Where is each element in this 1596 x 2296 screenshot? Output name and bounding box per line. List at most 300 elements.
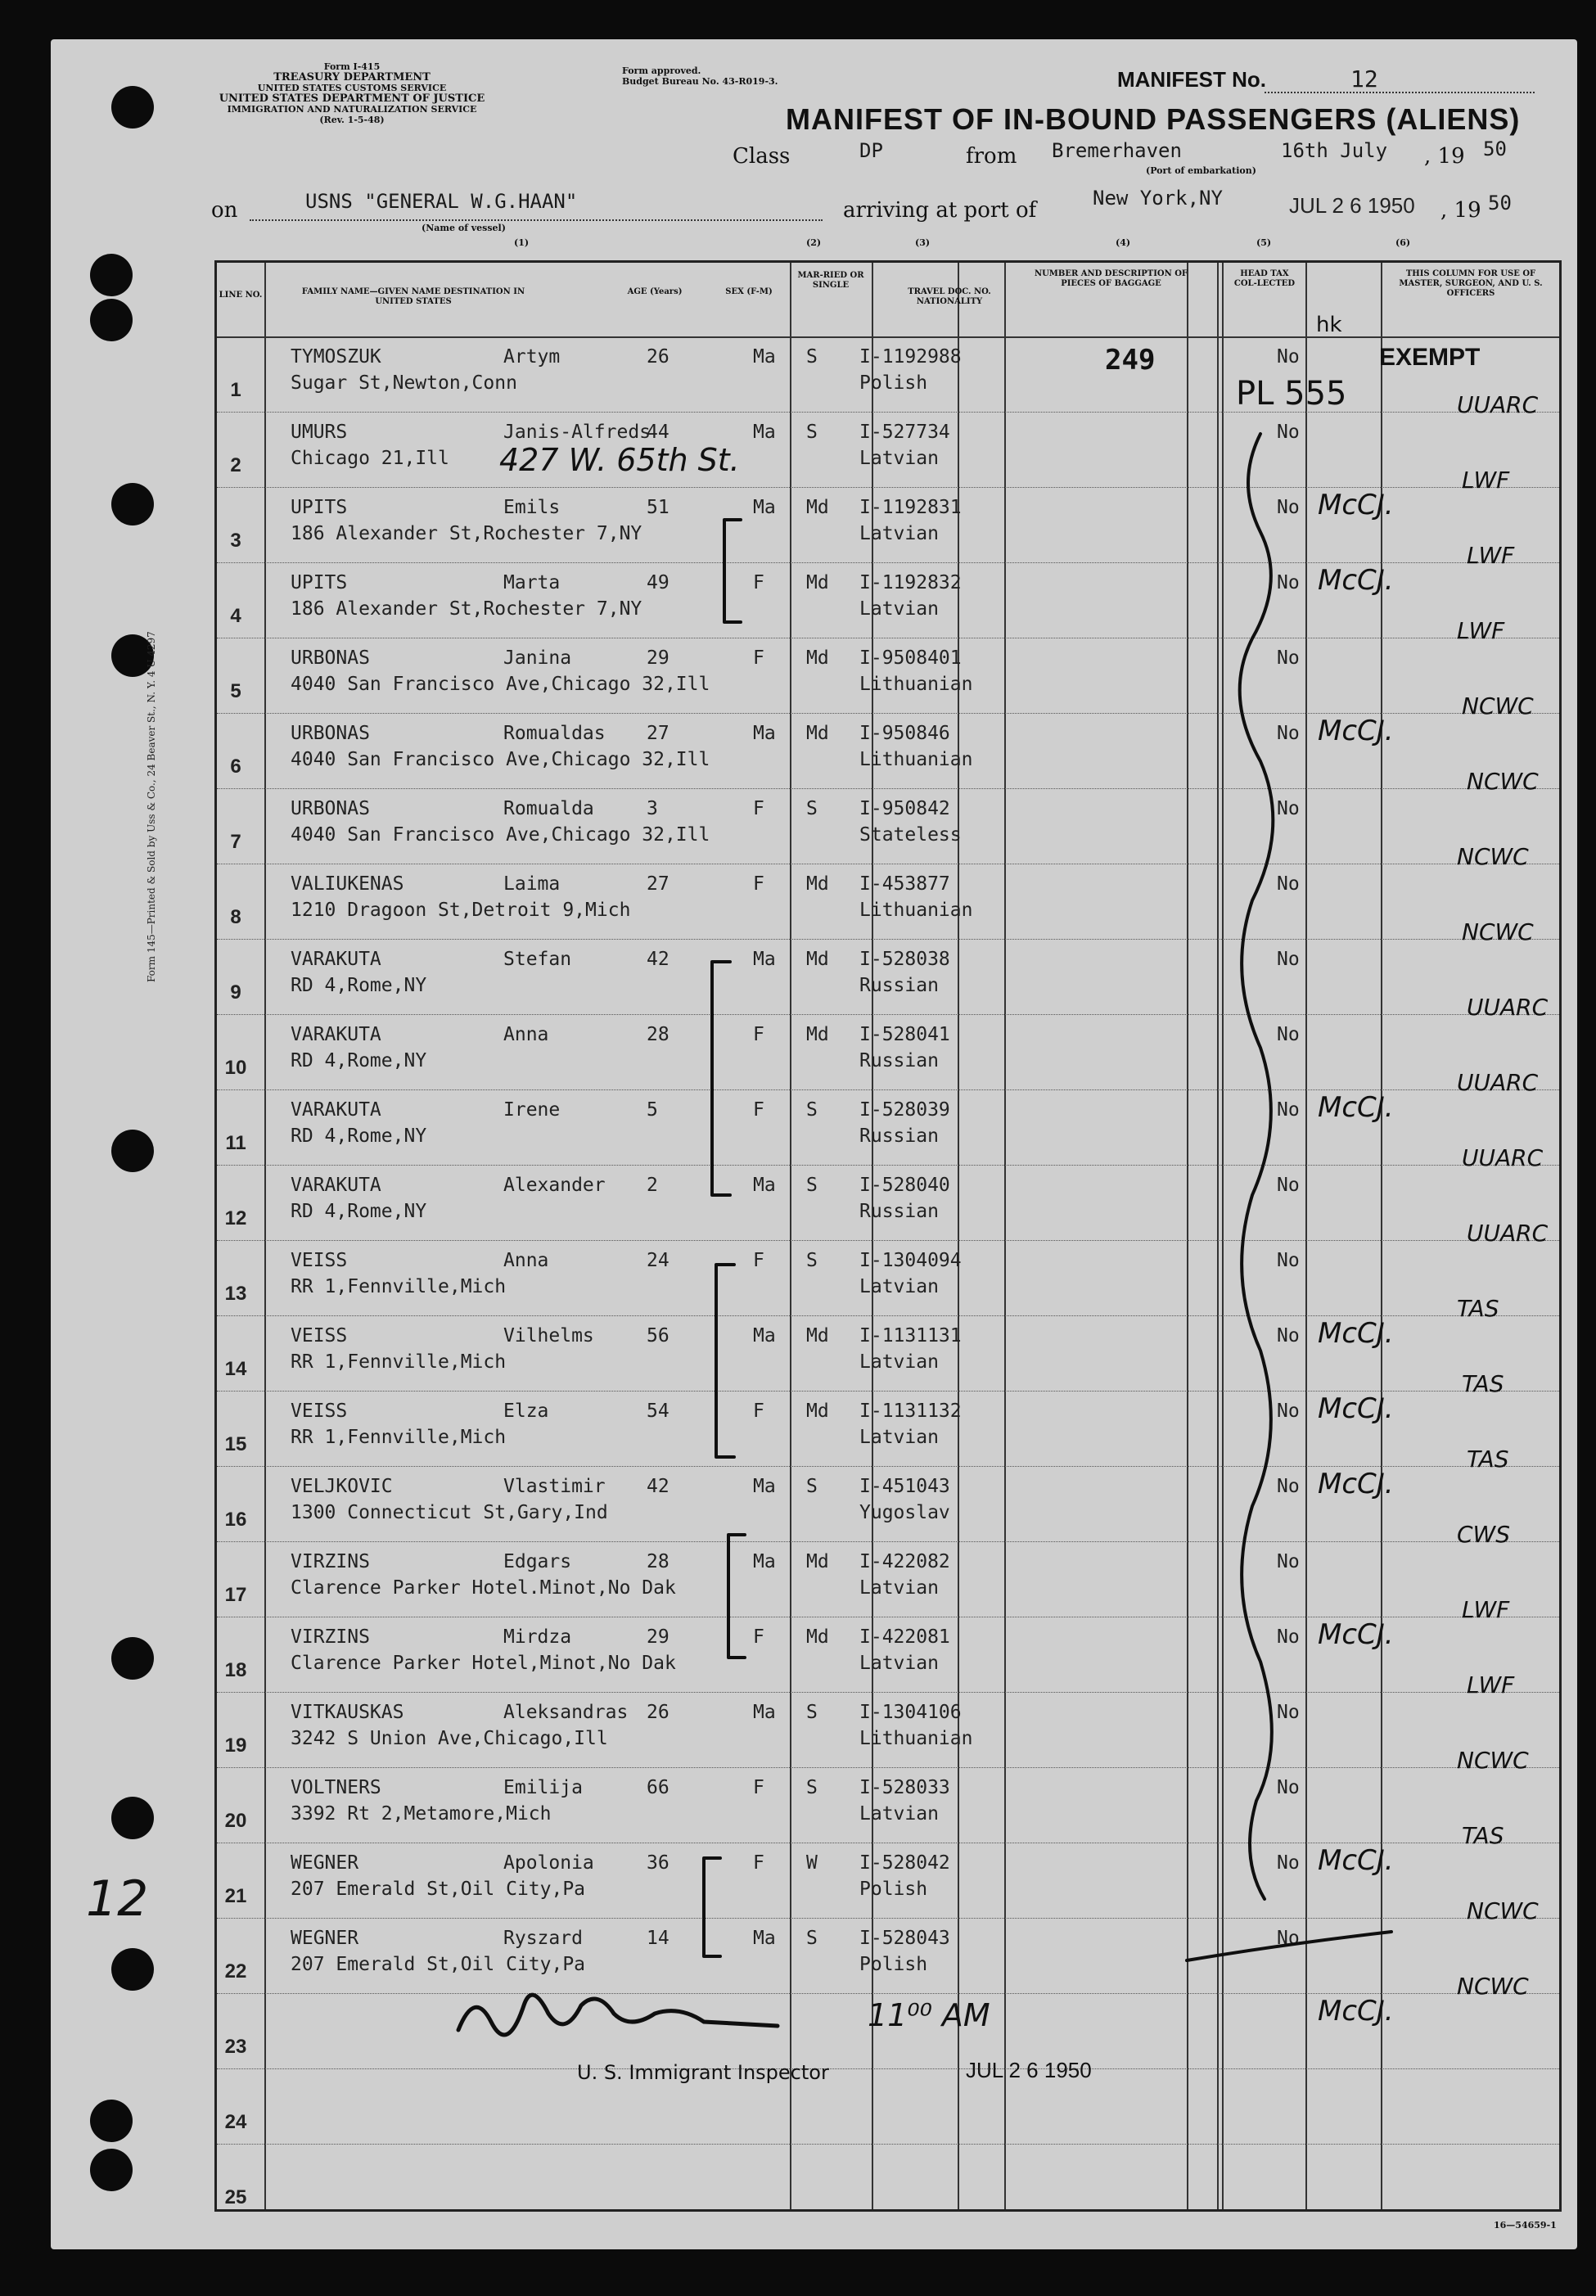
passenger-age: 54 — [647, 1401, 670, 1422]
line-number: 25 — [224, 2186, 247, 2208]
officer-code: UUARC — [1457, 391, 1539, 418]
passenger-nationality: Stateless — [859, 824, 962, 846]
row-divider — [217, 1541, 1559, 1542]
officer-initials-mccj: McCJ. — [1318, 1091, 1394, 1124]
passenger-marital-status: S — [806, 1476, 818, 1497]
passenger-destination: 4040 San Francisco Ave,Chicago 32,Ill — [291, 824, 710, 846]
passenger-marital-status: S — [806, 1099, 818, 1121]
row-divider — [217, 2144, 1559, 2145]
row-divider — [217, 1918, 1559, 1919]
officer-code: TAS — [1457, 1295, 1499, 1322]
passenger-age: 27 — [647, 723, 670, 744]
table-row — [217, 2144, 1559, 2219]
passenger-marital-status: Md — [806, 647, 829, 669]
passenger-head-tax: No — [1277, 1928, 1300, 1949]
embarkation-port: Bremerhaven — [1052, 139, 1182, 162]
officer-code: LWF — [1467, 1671, 1515, 1698]
row-divider — [217, 1466, 1559, 1467]
col-head-age: AGE (Years) — [627, 287, 683, 296]
line-number: 8 — [230, 906, 241, 928]
justice-dept: UNITED STATES DEPARTMENT OF JUSTICE — [219, 92, 485, 105]
col-num-3: (3) — [915, 237, 931, 248]
manifest-number-line — [1265, 92, 1535, 93]
baggage-count: 249 — [1105, 344, 1156, 377]
passenger-given-name: Alexander — [503, 1175, 606, 1196]
passenger-age: 26 — [647, 346, 670, 368]
line-number: 15 — [224, 1433, 247, 1455]
passenger-travel-doc: I-1192988 — [859, 346, 962, 368]
passenger-age: 51 — [647, 497, 670, 518]
on-label: on — [211, 198, 238, 223]
officer-initials-mccj: McCJ. — [1318, 1468, 1394, 1500]
passenger-marital-status: S — [806, 1702, 818, 1723]
passenger-head-tax: No — [1277, 1099, 1300, 1121]
passenger-destination: RD 4,Rome,NY — [291, 1125, 427, 1147]
passenger-destination: RD 4,Rome,NY — [291, 975, 427, 996]
passenger-sex: Ma — [753, 1476, 776, 1497]
passenger-age: 29 — [647, 647, 670, 669]
passenger-age: 66 — [647, 1777, 670, 1798]
passenger-destination: Chicago 21,Ill — [291, 448, 449, 469]
passenger-sex: Ma — [753, 497, 776, 518]
officer-code: NCWC — [1457, 1973, 1529, 2000]
passenger-head-tax: No — [1277, 647, 1300, 669]
passenger-travel-doc: I-451043 — [859, 1476, 950, 1497]
passenger-family-name: VALIUKENAS — [291, 873, 404, 895]
officer-code: TAS — [1462, 1370, 1504, 1397]
passenger-destination: RD 4,Rome,NY — [291, 1201, 427, 1222]
passenger-nationality: Lithuanian — [859, 674, 973, 695]
line-number: 10 — [224, 1057, 247, 1079]
passenger-given-name: Vilhelms — [503, 1325, 594, 1346]
col-num-2: (2) — [806, 237, 822, 248]
passenger-sex: F — [753, 1852, 764, 1874]
passenger-given-name: Emils — [503, 497, 561, 518]
passenger-family-name: VIRZINS — [291, 1626, 370, 1648]
passenger-marital-status: Md — [806, 1551, 829, 1572]
passenger-nationality: Russian — [859, 1201, 939, 1222]
passenger-age: 28 — [647, 1024, 670, 1045]
officer-code: NCWC — [1457, 843, 1529, 870]
from-year: 50 — [1483, 138, 1507, 160]
passenger-destination: 207 Emerald St,Oil City,Pa — [291, 1954, 586, 1975]
line-number: 12 — [224, 1207, 247, 1229]
officer-code: NCWC — [1457, 1747, 1529, 1774]
form-header-left — [205, 61, 499, 125]
passenger-destination: 186 Alexander St,Rochester 7,NY — [291, 523, 642, 544]
passenger-given-name: Apolonia — [503, 1852, 594, 1874]
passenger-age: 56 — [647, 1325, 670, 1346]
passenger-marital-status: S — [806, 346, 818, 368]
table-row — [217, 1165, 1559, 1240]
line-number: 1 — [230, 379, 241, 401]
passenger-family-name: VEISS — [291, 1401, 348, 1422]
budget-bureau: Budget Bureau No. 43-R019-3. — [622, 76, 778, 87]
manifest-number: 12 — [1350, 65, 1378, 92]
row-divider — [217, 939, 1559, 940]
officer-code: UUARC — [1462, 1144, 1544, 1171]
passenger-nationality: Russian — [859, 1050, 939, 1071]
row-divider — [217, 1014, 1559, 1015]
passenger-destination: Clarence Parker Hotel.Minot,No Dak — [291, 1577, 676, 1599]
row-divider — [217, 1240, 1559, 1241]
passenger-destination: RR 1,Fennville,Mich — [291, 1351, 507, 1373]
passenger-given-name: Elza — [503, 1401, 549, 1422]
passenger-nationality: Polish — [859, 1879, 928, 1900]
officer-code: NCWC — [1467, 768, 1539, 795]
passenger-sex: F — [753, 572, 764, 593]
passenger-sex: Ma — [753, 949, 776, 970]
officer-code: UUARC — [1457, 1069, 1539, 1096]
passenger-age: 2 — [647, 1175, 658, 1196]
col-num-6: (6) — [1395, 237, 1411, 248]
officer-code: LWF — [1457, 617, 1505, 644]
line-number: 20 — [224, 1810, 247, 1832]
passenger-given-name: Marta — [503, 572, 561, 593]
passenger-given-name: Artym — [503, 346, 561, 368]
passenger-marital-status: S — [806, 422, 818, 443]
passenger-head-tax: No — [1277, 1175, 1300, 1196]
punch-hole — [111, 1948, 154, 1991]
passenger-given-name: Emilija — [503, 1777, 583, 1798]
line-number: 2 — [230, 454, 241, 476]
passenger-sex: Ma — [753, 346, 776, 368]
passenger-head-tax: No — [1277, 1476, 1300, 1497]
passenger-sex: F — [753, 1024, 764, 1045]
passenger-head-tax: No — [1277, 1626, 1300, 1648]
passenger-nationality: Lithuanian — [859, 1728, 973, 1749]
passenger-travel-doc: I-528041 — [859, 1024, 950, 1045]
col-head-line: LINE NO. — [219, 291, 263, 300]
passenger-sex: Ma — [753, 723, 776, 744]
passenger-head-tax: No — [1277, 1401, 1300, 1422]
passenger-nationality: Latvian — [859, 1276, 939, 1297]
officer-code: TAS — [1467, 1446, 1509, 1473]
passenger-sex: Ma — [753, 1551, 776, 1572]
passenger-sex: F — [753, 1250, 764, 1271]
officer-code: LWF — [1467, 542, 1515, 569]
passenger-family-name: VIRZINS — [291, 1551, 370, 1572]
passenger-family-name: URBONAS — [291, 798, 370, 819]
passenger-travel-doc: I-528040 — [859, 1175, 950, 1196]
officer-code: TAS — [1462, 1822, 1504, 1849]
passenger-sex: Ma — [753, 422, 776, 443]
passenger-travel-doc: I-528038 — [859, 949, 950, 970]
passenger-head-tax: No — [1277, 1250, 1300, 1271]
embarkation-date: 16th July — [1281, 139, 1388, 162]
passenger-age: 36 — [647, 1852, 670, 1874]
row-divider — [217, 562, 1559, 563]
passenger-head-tax: No — [1277, 1777, 1300, 1798]
passenger-marital-status: W — [806, 1852, 818, 1874]
passenger-family-name: VITKAUSKAS — [291, 1702, 404, 1723]
table-row — [217, 1692, 1559, 1767]
row-divider — [217, 2068, 1559, 2069]
line-number: 21 — [224, 1885, 247, 1907]
passenger-given-name: Janis-Alfreds — [503, 422, 651, 443]
line-number: 6 — [230, 756, 241, 778]
officer-code: LWF — [1462, 467, 1510, 494]
passenger-sex: F — [753, 647, 764, 669]
passenger-destination: RD 4,Rome,NY — [291, 1050, 427, 1071]
passenger-nationality: Polish — [859, 372, 928, 394]
passenger-nationality: Russian — [859, 1125, 939, 1147]
inspector-date-stamp: JUL 2 6 1950 — [966, 2058, 1092, 2082]
line-number: 18 — [224, 1659, 247, 1681]
officer-code: NCWC — [1462, 692, 1534, 719]
table-row — [217, 864, 1559, 939]
table-row — [217, 1014, 1559, 1089]
passenger-head-tax: No — [1277, 1325, 1300, 1346]
passenger-travel-doc: I-9508401 — [859, 647, 962, 669]
passenger-nationality: Lithuanian — [859, 900, 973, 921]
passenger-age: 42 — [647, 1476, 670, 1497]
col-num-1: (1) — [514, 237, 530, 248]
arrival-year-prefix: , 19 — [1440, 198, 1481, 223]
passenger-nationality: Polish — [859, 1954, 928, 1975]
officer-initials: hk — [1316, 313, 1342, 337]
officer-code: CWS — [1457, 1521, 1511, 1548]
passenger-given-name: Stefan — [503, 949, 572, 970]
revision: (Rev. 1-5-48) — [319, 115, 385, 125]
line-number: 4 — [230, 605, 241, 627]
punch-hole — [90, 299, 133, 341]
line-number: 5 — [230, 680, 241, 702]
officer-initials-mccj: McCJ. — [1318, 1392, 1394, 1425]
passenger-family-name: VELJKOVIC — [291, 1476, 393, 1497]
passenger-given-name: Anna — [503, 1250, 549, 1271]
col-head-married: MAR-RIED OR SINGLE — [797, 271, 864, 290]
passenger-family-name: UPITS — [291, 572, 348, 593]
punch-hole — [90, 2149, 133, 2191]
passenger-nationality: Latvian — [859, 1427, 939, 1448]
row-divider — [217, 713, 1559, 714]
table-row — [217, 1918, 1559, 1993]
table-row — [217, 412, 1559, 487]
passenger-head-tax: No — [1277, 798, 1300, 819]
row-divider — [217, 1089, 1559, 1090]
passenger-travel-doc: I-1304094 — [859, 1250, 962, 1271]
passenger-sex: F — [753, 798, 764, 819]
vessel-name: USNS "GENERAL W.G.HAAN" — [305, 190, 578, 213]
printer-side-text: Form 145—Printed & Sold by Uss & Co., 24 Beaver St., N. Y. 4 U 4297 — [146, 631, 157, 982]
passenger-head-tax: No — [1277, 1024, 1300, 1045]
row-divider — [217, 336, 1559, 338]
passenger-destination: Sugar St,Newton,Conn — [291, 372, 517, 394]
table-row — [217, 2068, 1559, 2144]
passenger-sex: F — [753, 1777, 764, 1798]
col-head-sex: SEX (F-M) — [725, 287, 773, 296]
passenger-nationality: Russian — [859, 975, 939, 996]
time-note: 11⁰⁰ AM — [868, 1997, 990, 2033]
officer-code: NCWC — [1467, 1897, 1539, 1924]
passenger-family-name: TYMOSZUK — [291, 346, 381, 368]
passenger-age: 26 — [647, 1702, 670, 1723]
officer-initials-mccj: McCJ. — [1318, 1844, 1394, 1877]
passenger-family-name: VOLTNERS — [291, 1777, 381, 1798]
from-label: from — [966, 144, 1017, 169]
passenger-head-tax: No — [1277, 1551, 1300, 1572]
passenger-travel-doc: I-527734 — [859, 422, 950, 443]
passenger-marital-status: Md — [806, 949, 829, 970]
row-divider — [217, 1993, 1559, 1994]
passenger-head-tax: No — [1277, 1852, 1300, 1874]
passenger-head-tax: No — [1277, 723, 1300, 744]
passenger-destination: 3392 Rt 2,Metamore,Mich — [291, 1803, 552, 1825]
arriving-label: arriving at port of — [843, 198, 1037, 223]
line-number: 9 — [230, 981, 241, 1004]
passenger-age: 5 — [647, 1099, 658, 1121]
passenger-family-name: WEGNER — [291, 1928, 359, 1949]
line-number: 13 — [224, 1283, 247, 1305]
passenger-nationality: Latvian — [859, 1803, 939, 1825]
passenger-age: 24 — [647, 1250, 670, 1271]
passenger-travel-doc: I-950842 — [859, 798, 950, 819]
passenger-marital-status: Md — [806, 1325, 829, 1346]
table-row — [217, 939, 1559, 1014]
passenger-head-tax: No — [1277, 422, 1300, 443]
passenger-travel-doc: I-1131132 — [859, 1401, 962, 1422]
exempt-stamp: EXEMPT — [1379, 344, 1481, 371]
passenger-age: 29 — [647, 1626, 670, 1648]
passenger-given-name: Romualdas — [503, 723, 606, 744]
vessel-note: (Name of vessel) — [422, 223, 506, 233]
passenger-travel-doc: I-528039 — [859, 1099, 950, 1121]
col-head-head-tax: HEAD TAX COL-LECTED — [1233, 269, 1296, 288]
passenger-given-name: Romualda — [503, 798, 594, 819]
passenger-head-tax: No — [1277, 873, 1300, 895]
punch-hole — [111, 1797, 154, 1839]
inspector-label: U. S. Immigrant Inspector — [577, 2061, 829, 2084]
class-label: Class — [733, 144, 791, 169]
passenger-given-name: Mirdza — [503, 1626, 572, 1648]
passenger-nationality: Latvian — [859, 523, 939, 544]
row-divider — [217, 1767, 1559, 1768]
passenger-destination: 3242 S Union Ave,Chicago,Ill — [291, 1728, 608, 1749]
line-number: 17 — [224, 1584, 247, 1606]
passenger-marital-status: S — [806, 1250, 818, 1271]
passenger-family-name: VARAKUTA — [291, 1024, 381, 1045]
manifest-number-label: MANIFEST No. — [1117, 67, 1266, 92]
passenger-nationality: Lithuanian — [859, 749, 973, 770]
line-number: 24 — [224, 2111, 247, 2133]
passenger-family-name: WEGNER — [291, 1852, 359, 1874]
passenger-given-name: Vlastimir — [503, 1476, 606, 1497]
margin-number: 12 — [86, 1870, 149, 1928]
pl-note: PL 555 — [1236, 375, 1347, 413]
punch-hole — [111, 483, 154, 526]
passenger-marital-status: Md — [806, 1024, 829, 1045]
row-divider — [217, 788, 1559, 789]
passenger-sex: Ma — [753, 1702, 776, 1723]
passenger-sex: Ma — [753, 1325, 776, 1346]
passenger-given-name: Ryszard — [503, 1928, 583, 1949]
passenger-destination: 207 Emerald St,Oil City,Pa — [291, 1879, 586, 1900]
punch-hole — [90, 2100, 133, 2142]
passenger-sex: F — [753, 1626, 764, 1648]
line-number: 16 — [224, 1509, 247, 1531]
ins-service: IMMIGRATION AND NATURALIZATION SERVICE — [227, 104, 477, 115]
passenger-family-name: URBONAS — [291, 723, 370, 744]
passenger-sex: F — [753, 1099, 764, 1121]
passenger-age: 49 — [647, 572, 670, 593]
passenger-destination: Clarence Parker Hotel,Minot,No Dak — [291, 1653, 676, 1674]
row-divider — [217, 1315, 1559, 1316]
passenger-travel-doc: I-1192832 — [859, 572, 962, 593]
passenger-travel-doc: I-422081 — [859, 1626, 950, 1648]
passenger-age: 42 — [647, 949, 670, 970]
customs-service: UNITED STATES CUSTOMS SERVICE — [257, 83, 447, 93]
passenger-sex: F — [753, 873, 764, 895]
passenger-family-name: VARAKUTA — [291, 1099, 381, 1121]
punch-hole — [90, 254, 133, 296]
form-approval — [622, 65, 778, 87]
line-number: 23 — [224, 2036, 247, 2058]
from-year-prefix: , 19 — [1424, 144, 1465, 169]
line-number: 22 — [224, 1960, 247, 1982]
col-head-name: FAMILY NAME—GIVEN NAME DESTINATION IN UNITED STATES — [301, 287, 525, 306]
passenger-travel-doc: I-950846 — [859, 723, 950, 744]
passenger-travel-doc: I-1304106 — [859, 1702, 962, 1723]
passenger-marital-status: Md — [806, 723, 829, 744]
table-row — [217, 1240, 1559, 1315]
passenger-sex: F — [753, 1401, 764, 1422]
officer-initials-mccj: McCJ. — [1318, 489, 1394, 521]
table-row — [217, 638, 1559, 713]
col-head-travel-doc: TRAVEL DOC. NO. NATIONALITY — [908, 287, 991, 306]
passenger-nationality: Latvian — [859, 1577, 939, 1599]
passenger-nationality: Latvian — [859, 1653, 939, 1674]
passenger-family-name: VEISS — [291, 1250, 348, 1271]
passenger-family-name: UMURS — [291, 422, 348, 443]
passenger-travel-doc: I-528033 — [859, 1777, 950, 1798]
officer-initials-mccj: McCJ. — [1318, 1995, 1394, 2028]
passenger-marital-status: Md — [806, 1626, 829, 1648]
form-number: Form I-415 — [323, 61, 381, 72]
arrival-date-stamp: JUL 2 6 1950 — [1289, 193, 1415, 218]
passenger-nationality: Latvian — [859, 598, 939, 620]
passenger-travel-doc: I-422082 — [859, 1551, 950, 1572]
passenger-nationality: Latvian — [859, 1351, 939, 1373]
punch-hole — [111, 86, 154, 129]
row-divider — [217, 1391, 1559, 1392]
table-row — [217, 788, 1559, 864]
line-number: 3 — [230, 530, 241, 552]
passenger-marital-status: S — [806, 1175, 818, 1196]
embarkation-note: (Port of embarkation) — [1146, 165, 1256, 176]
passenger-given-name: Aleksandras — [503, 1702, 629, 1723]
passenger-destination: 1210 Dragoon St,Detroit 9,Mich — [291, 900, 631, 921]
row-divider — [217, 1165, 1559, 1166]
passenger-destination: 4040 San Francisco Ave,Chicago 32,Ill — [291, 674, 710, 695]
col-head-officers: THIS COLUMN FOR USE OF MASTER, SURGEON, AND U. S. OFFICERS — [1399, 269, 1543, 298]
officer-code: LWF — [1462, 1596, 1510, 1623]
passenger-head-tax: No — [1277, 572, 1300, 593]
row-divider — [217, 1692, 1559, 1693]
passenger-age: 28 — [647, 1551, 670, 1572]
form-approved: Form approved. — [622, 65, 701, 76]
passenger-marital-status: S — [806, 1928, 818, 1949]
passenger-travel-doc: I-1192831 — [859, 497, 962, 518]
table-row — [217, 1541, 1559, 1617]
col-head-baggage: NUMBER AND DESCRIPTION OF PIECES OF BAGGAGE — [1034, 269, 1188, 288]
officer-code: UUARC — [1467, 1220, 1549, 1247]
passenger-marital-status: Md — [806, 572, 829, 593]
passenger-age: 44 — [647, 422, 670, 443]
officer-initials-mccj: McCJ. — [1318, 564, 1394, 597]
punch-hole — [111, 1637, 154, 1680]
table-row — [217, 336, 1559, 412]
